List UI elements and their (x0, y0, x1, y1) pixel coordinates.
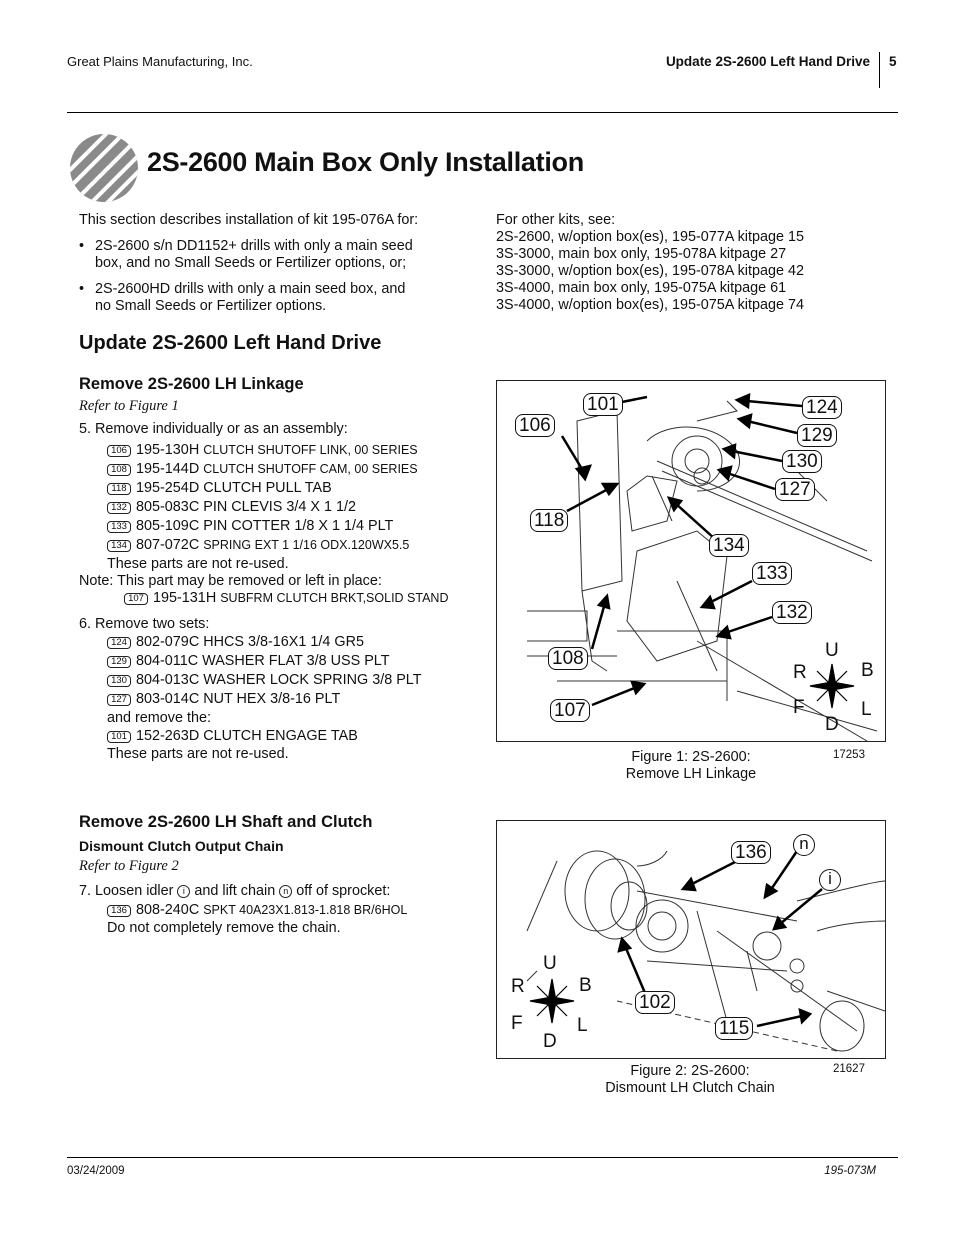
callout-badge: 133 (107, 521, 131, 533)
idler-callout: i (177, 885, 190, 898)
callout-115: 115 (715, 1017, 753, 1040)
not-reused-note-2: These parts are not re-used. (107, 746, 289, 762)
other-kit-item: 2S-2600, w/option box(es), 195-077A kitpage 15 (496, 229, 805, 245)
part-line: 133 805-109C PIN COTTER 1/8 X 1 1/4 PLT (107, 517, 418, 536)
other-kits-heading: For other kits, see: (496, 212, 616, 228)
step-5-parts (107, 441, 418, 555)
callout-127: 127 (775, 478, 815, 501)
page-number: 5 (889, 54, 897, 69)
compass-up: U (825, 640, 839, 661)
callout-badge: 101 (107, 731, 131, 743)
bullet-line: box, and no Small Seeds or Fertilizer options, or; (95, 255, 407, 271)
shaft-subheading: Dismount Clutch Output Chain (79, 838, 284, 854)
callout-130: 130 (782, 450, 822, 473)
callout-118: 118 (530, 509, 568, 532)
caption-line: Figure 2: 2S-2600: (630, 1063, 750, 1079)
bullet-line: 2S-2600 s/n DD1152+ drills with only a main seed (95, 238, 413, 254)
figure-2 (496, 820, 886, 1059)
part-line: 106 195-130H CLUTCH SHUTOFF LINK, 00 SERIES (107, 441, 418, 460)
part-line: 132 805-083C PIN CLEVIS 3/4 X 1 1/2 (107, 498, 418, 517)
part-line: 124 802-079C HHCS 3/8-16X1 1/4 GR5 (107, 633, 422, 652)
bottom-rule (67, 1157, 898, 1158)
callout-idler-i: i (819, 869, 841, 891)
other-kit-item: 3S-3000, main box only, 195-078A kitpage 27 (496, 246, 787, 262)
callout-134: 134 (709, 534, 749, 557)
intro-text: This section describes installation of kit 195-076A for: (79, 212, 419, 228)
callout-133: 133 (752, 562, 792, 585)
top-rule (67, 112, 898, 113)
page-title: 2S-2600 Main Box Only Installation (147, 147, 584, 177)
callout-badge: 130 (107, 675, 131, 687)
callout-badge: 129 (107, 656, 131, 668)
note-text: Note: This part may be removed or left in place: (79, 573, 382, 589)
compass-left: L (861, 699, 872, 720)
callout-129: 129 (797, 424, 837, 447)
not-reused-note-1: These parts are not re-used. (107, 556, 289, 572)
figure-2-caption (580, 1063, 800, 1097)
chain-callout: n (279, 885, 292, 898)
step-6: 6. Remove two sets: (79, 616, 210, 632)
shaft-heading: Remove 2S-2600 LH Shaft and Clutch (79, 813, 373, 831)
part-line: 130 804-013C WASHER LOCK SPRING 3/8 PLT (107, 671, 422, 690)
shaft-figure-ref: Refer to Figure 2 (79, 858, 179, 874)
figure-2-number: 21627 (833, 1063, 865, 1075)
caption-line: Remove LH Linkage (625, 766, 757, 782)
caption-line: Dismount LH Clutch Chain (605, 1080, 775, 1096)
part-line: 127 803-014C NUT HEX 3/8-16 PLT (107, 690, 422, 709)
linkage-heading: Remove 2S-2600 LH Linkage (79, 375, 304, 393)
callout-badge: 136 (107, 905, 131, 917)
note-part: 107 195-131H SUBFRM CLUTCH BRKT,SOLID STAND (124, 589, 448, 608)
footer-date: 03/24/2009 (67, 1165, 125, 1177)
other-kit-item: 3S-3000, w/option box(es), 195-078A kitpage 42 (496, 263, 805, 279)
compass-front: F (511, 1013, 523, 1034)
bullet-line: no Small Seeds or Fertilizer options. (95, 298, 327, 314)
intro-bullet-2: • 2S-2600HD drills with only a main seed box, and no Small Seeds or Fertilizer options. (79, 281, 406, 314)
and-remove-text: and remove the: (107, 710, 211, 726)
header-company: Great Plains Manufacturing, Inc. (67, 54, 253, 69)
footer-doc-number: 195-073M (824, 1165, 876, 1177)
other-kit-item: 3S-4000, w/option box(es), 195-075A kitpage 74 (496, 297, 805, 313)
callout-badge: 107 (124, 593, 148, 605)
callout-107: 107 (550, 699, 590, 722)
compass-rear: R (793, 662, 807, 683)
callout-badge: 134 (107, 540, 131, 552)
linkage-figure-ref: Refer to Figure 1 (79, 398, 179, 414)
compass-rear: R (511, 976, 525, 997)
figure-2-drawing (497, 821, 885, 1058)
compass-down: D (543, 1031, 557, 1052)
compass-down: D (825, 714, 839, 735)
great-plains-logo (69, 133, 139, 203)
compass-up: U (543, 953, 557, 974)
compass-back: B (579, 975, 592, 996)
bullet-line: 2S-2600HD drills with only a main seed box, and (95, 281, 406, 297)
step-7: 7. Loosen idler i and lift chain n off of sprocket: (79, 883, 391, 899)
callout-106: 106 (515, 414, 555, 437)
callout-108: 108 (548, 647, 588, 670)
step-6-parts (107, 633, 422, 709)
callout-102: 102 (635, 991, 675, 1014)
header-section-title: Update 2S-2600 Left Hand Drive (665, 54, 870, 69)
callout-132: 132 (772, 601, 812, 624)
figure-1-number: 17253 (833, 749, 865, 761)
do-not-remove-chain: Do not completely remove the chain. (107, 920, 341, 936)
callout-badge: 132 (107, 502, 131, 514)
part-line: 134 807-072C SPRING EXT 1 1/16 ODX.120WX5.5 (107, 536, 418, 555)
callout-badge: 124 (107, 637, 131, 649)
part-101-line: 101 152-263D CLUTCH ENGAGE TAB (107, 727, 358, 746)
callout-101: 101 (583, 393, 623, 416)
other-kits (496, 212, 804, 314)
callout-badge: 127 (107, 694, 131, 706)
callout-badge: 118 (107, 483, 131, 495)
part-136-line: 136 808-240C SPKT 40A23X1.813-1.818 BR/6HOL (107, 901, 407, 920)
header-divider (879, 52, 880, 88)
callout-badge: 108 (107, 464, 131, 476)
caption-line: Figure 1: 2S-2600: (631, 749, 751, 765)
callout-136: 136 (731, 841, 771, 864)
compass-left: L (577, 1015, 588, 1036)
other-kit-item: 3S-4000, main box only, 195-075A kitpage 61 (496, 280, 787, 296)
figure-1 (496, 380, 886, 742)
compass-front: F (793, 697, 805, 718)
section-heading: Update 2S-2600 Left Hand Drive (79, 332, 382, 354)
step-5: 5. Remove individually or as an assembly: (79, 421, 348, 437)
part-line: 108 195-144D CLUTCH SHUTOFF CAM, 00 SERIES (107, 460, 418, 479)
intro-bullet-1: • 2S-2600 s/n DD1152+ drills with only a main seed box, and no Small Seeds or Fertilizer options, or; (79, 238, 413, 271)
callout-124: 124 (802, 396, 842, 419)
part-line: 118 195-254D CLUTCH PULL TAB (107, 479, 418, 498)
part-line: 129 804-011C WASHER FLAT 3/8 USS PLT (107, 652, 422, 671)
callout-badge: 106 (107, 445, 131, 457)
compass-back: B (861, 660, 874, 681)
figure-1-caption (596, 749, 786, 783)
callout-chain-n: n (793, 834, 815, 856)
